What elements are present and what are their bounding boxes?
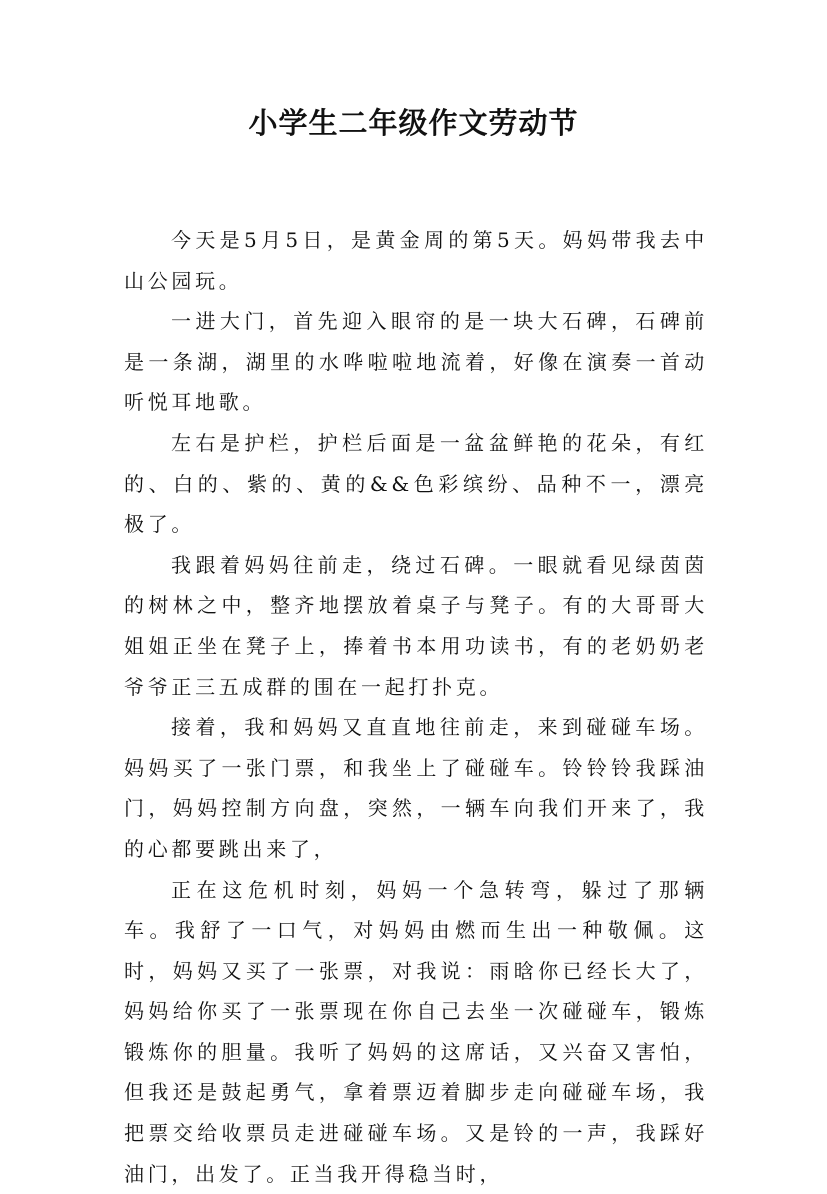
paragraph-2: 一进大门，首先迎入眼帘的是一块大石碑，石碑前是一条湖，湖里的水哗啦啦地流着，好像在演奏一首动听悦耳地歌。 bbox=[124, 301, 708, 423]
document-title: 小学生二年级作文劳动节 bbox=[0, 101, 827, 145]
paragraph-5: 接着，我和妈妈又直直地往前走，来到碰碰车场。妈妈买了一张门票，和我坐上了碰碰车。铃铃铃我踩油门，妈妈控制方向盘，突然，一辆车向我们开来了，我的心都要跳出来了， bbox=[124, 707, 708, 869]
paragraph-4: 我跟着妈妈往前走，绕过石碑。一眼就看见绿茵茵的树林之中，整齐地摆放着桌子与凳子。有的大哥哥大姐姐正坐在凳子上，捧着书本用功读书，有的老奶奶老爷爷正三五成群的围在一起打扑克。 bbox=[124, 545, 708, 707]
paragraph-1: 今天是5月5日，是黄金周的第5天。妈妈带我去中山公园玩。 bbox=[124, 220, 708, 301]
document-body bbox=[124, 220, 708, 1194]
paragraph-3: 左右是护栏，护栏后面是一盆盆鲜艳的花朵，有红的、白的、紫的、黄的&&色彩缤纷、品种不一，漂亮极了。 bbox=[124, 423, 708, 545]
paragraph-6: 正在这危机时刻，妈妈一个急转弯，躲过了那辆车。我舒了一口气，对妈妈由燃而生出一种敬佩。这时，妈妈又买了一张票，对我说：雨晗你已经长大了，妈妈给你买了一张票现在你自己去坐一次碰碰车，锻炼锻炼你的胆量。我听了妈妈的这席话，又兴奋又害怕，但我还是鼓起勇气，拿着票迈着脚步走向碰碰车场，我把票交给收票员走进碰碰车场。又是铃的一声，我踩好油门，出发了。正当我开得稳当时， bbox=[124, 870, 708, 1194]
